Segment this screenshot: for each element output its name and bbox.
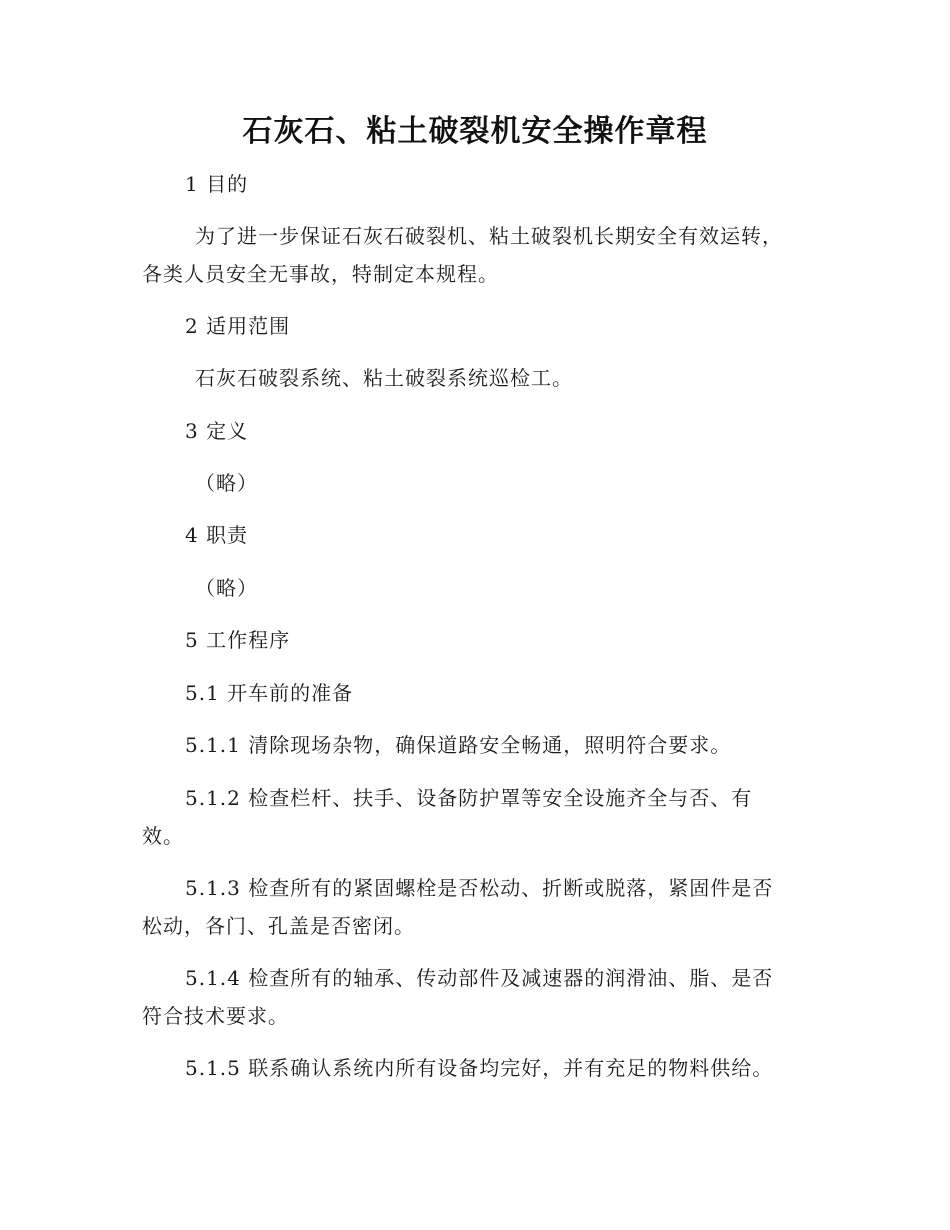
item-5-1-3-line-1: 5.1.3 检查所有的紧固螺栓是否松动、折断或脱落，紧固件是否	[185, 876, 774, 900]
section-4-heading: 4 职责	[185, 523, 249, 547]
item-5-1-3-line-2: 松动，各门、孔盖是否密闭。	[142, 914, 415, 938]
section-1-body-line-1: 为了进一步保证石灰石破裂机、粘土破裂机长期安全有效运转，	[195, 224, 783, 248]
item-5-1-2-line-1: 5.1.2 检查栏杆、扶手、设备防护罩等安全设施齐全与否、有	[185, 786, 753, 810]
item-5-1-1: 5.1.1 清除现场杂物，确保道路安全畅通，照明符合要求。	[185, 733, 732, 757]
section-2-body: 石灰石破裂系统、粘土破裂系统巡检工。	[195, 366, 573, 390]
section-5-heading: 5 工作程序	[185, 628, 291, 652]
section-4-body: （略）	[195, 576, 258, 600]
item-5-1-2-line-2: 效。	[142, 824, 184, 848]
section-5-1-heading: 5.1 开车前的准备	[185, 681, 354, 705]
section-3-heading: 3 定义	[185, 419, 249, 443]
item-5-1-4-line-2: 符合技术要求。	[142, 1004, 289, 1028]
section-3-body: （略）	[195, 471, 258, 495]
section-1-heading: 1 目的	[185, 172, 249, 196]
document-title: 石灰石、粘土破裂机安全操作章程	[242, 114, 708, 149]
item-5-1-4-line-1: 5.1.4 检查所有的轴承、传动部件及减速器的润滑油、脂、是否	[185, 966, 774, 990]
item-5-1-5: 5.1.5 联系确认系统内所有设备均完好，并有充足的物料供给。	[185, 1056, 774, 1080]
section-1-body-line-2: 各类人员安全无事故，特制定本规程。	[142, 262, 499, 286]
section-2-heading: 2 适用范围	[185, 314, 291, 338]
